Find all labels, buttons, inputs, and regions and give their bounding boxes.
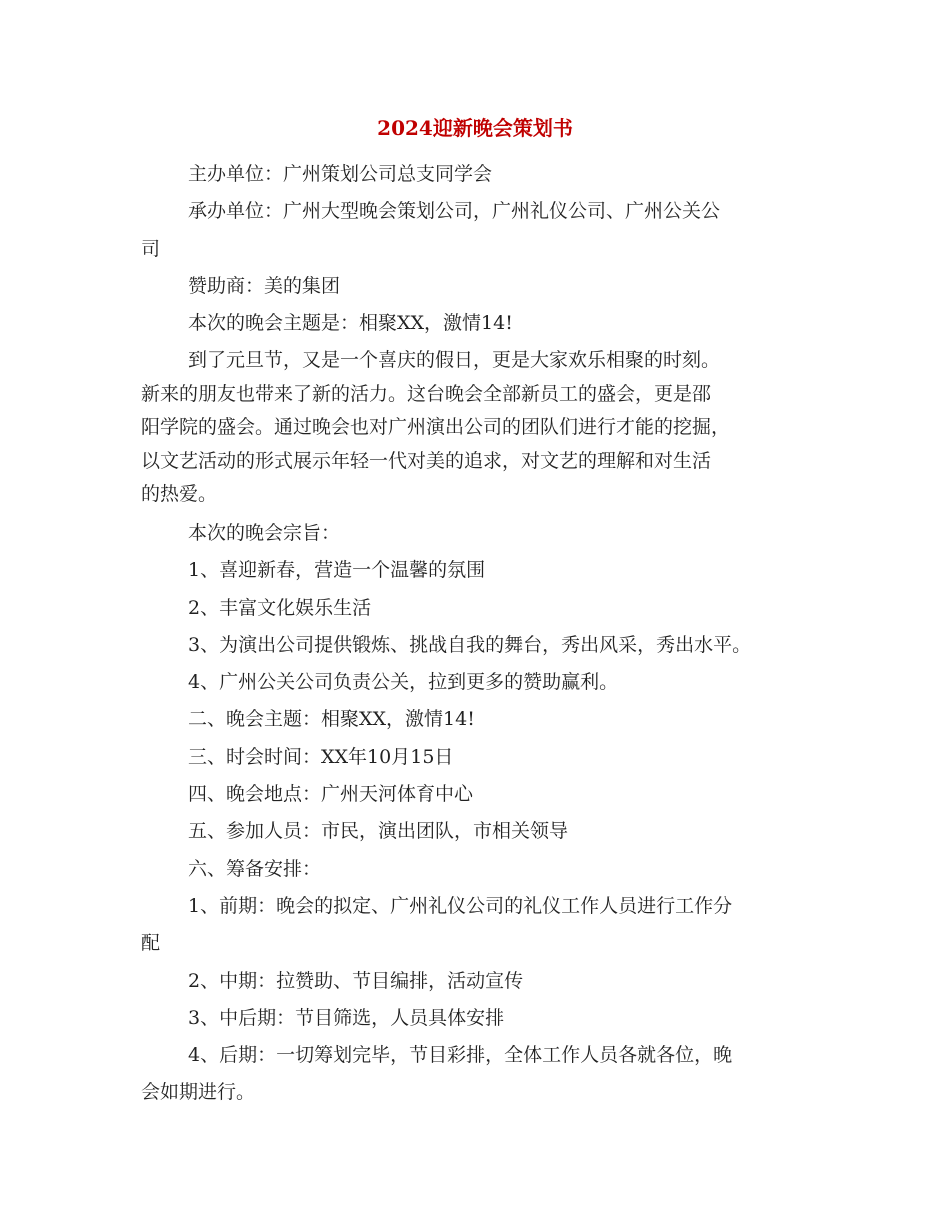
purpose-item: 3、为演出公司提供锻炼、挑战自我的舞台，秀出风采，秀出水平。	[188, 633, 752, 656]
paragraph-line: 到了元旦节，又是一个喜庆的假日，更是大家欢乐相聚的时刻。	[188, 349, 721, 372]
purpose-item: 4、广州公关公司负责公关，拉到更多的赞助赢利。	[188, 671, 619, 694]
section-time: 三、时会时间：XX年10月15日	[188, 745, 454, 768]
paragraph-line: 以文艺活动的形式展示年轻一代对美的追求，对文艺的理解和对生活	[141, 449, 712, 472]
co-organizer-line-cont: 司	[141, 237, 161, 260]
prep-item-cont: 配	[141, 932, 161, 955]
plan-lines	[141, 515, 811, 1112]
intro-paragraph	[141, 344, 811, 512]
purpose-item: 1、喜迎新春，营造一个温馨的氛围	[188, 559, 486, 582]
theme-line: 本次的晚会主题是：相聚XX，激情14!	[188, 312, 513, 335]
purpose-heading: 本次的晚会宗旨：	[188, 521, 341, 544]
co-organizer-line: 承办单位：广州大型晚会策划公司，广州礼仪公司、广州公关公	[188, 200, 721, 223]
prep-item: 2、中期：拉赞助、节目编排，活动宣传	[188, 969, 524, 992]
header-lines	[141, 156, 811, 342]
purpose-item: 2、丰富文化娱乐生活	[188, 596, 372, 619]
paragraph-line: 新来的朋友也带来了新的活力。这台晚会全部新员工的盛会，更是邵	[141, 382, 712, 405]
prep-item: 3、中后期：节目筛选，人员具体安排	[188, 1006, 505, 1029]
document-body	[141, 156, 811, 1112]
paragraph-line: 阳学院的盛会。通过晚会也对广州演出公司的团队们进行才能的挖掘，	[141, 416, 731, 439]
section-preparation: 六、筹备安排：	[188, 857, 322, 880]
prep-item: 4、后期：一切筹划完毕，节目彩排，全体工作人员各就各位，晚	[188, 1044, 733, 1067]
paragraph-line: 的热爱。	[141, 483, 218, 506]
section-participants: 五、参加人员：市民，演出团队，市相关领导	[188, 820, 569, 843]
section-theme: 二、晚会主题：相聚XX，激情14!	[188, 708, 475, 731]
prep-item: 1、前期：晚会的拟定、广州礼仪公司的礼仪工作人员进行工作分	[188, 894, 733, 917]
section-location: 四、晚会地点：广州天河体育中心	[188, 783, 474, 806]
sponsor-line: 赞助商：美的集团	[188, 274, 341, 297]
document-title: 2024迎新晚会策划书	[377, 116, 573, 140]
prep-item-cont: 会如期进行。	[141, 1081, 256, 1104]
organizer-line: 主办单位：广州策划公司总支同学会	[188, 163, 493, 185]
